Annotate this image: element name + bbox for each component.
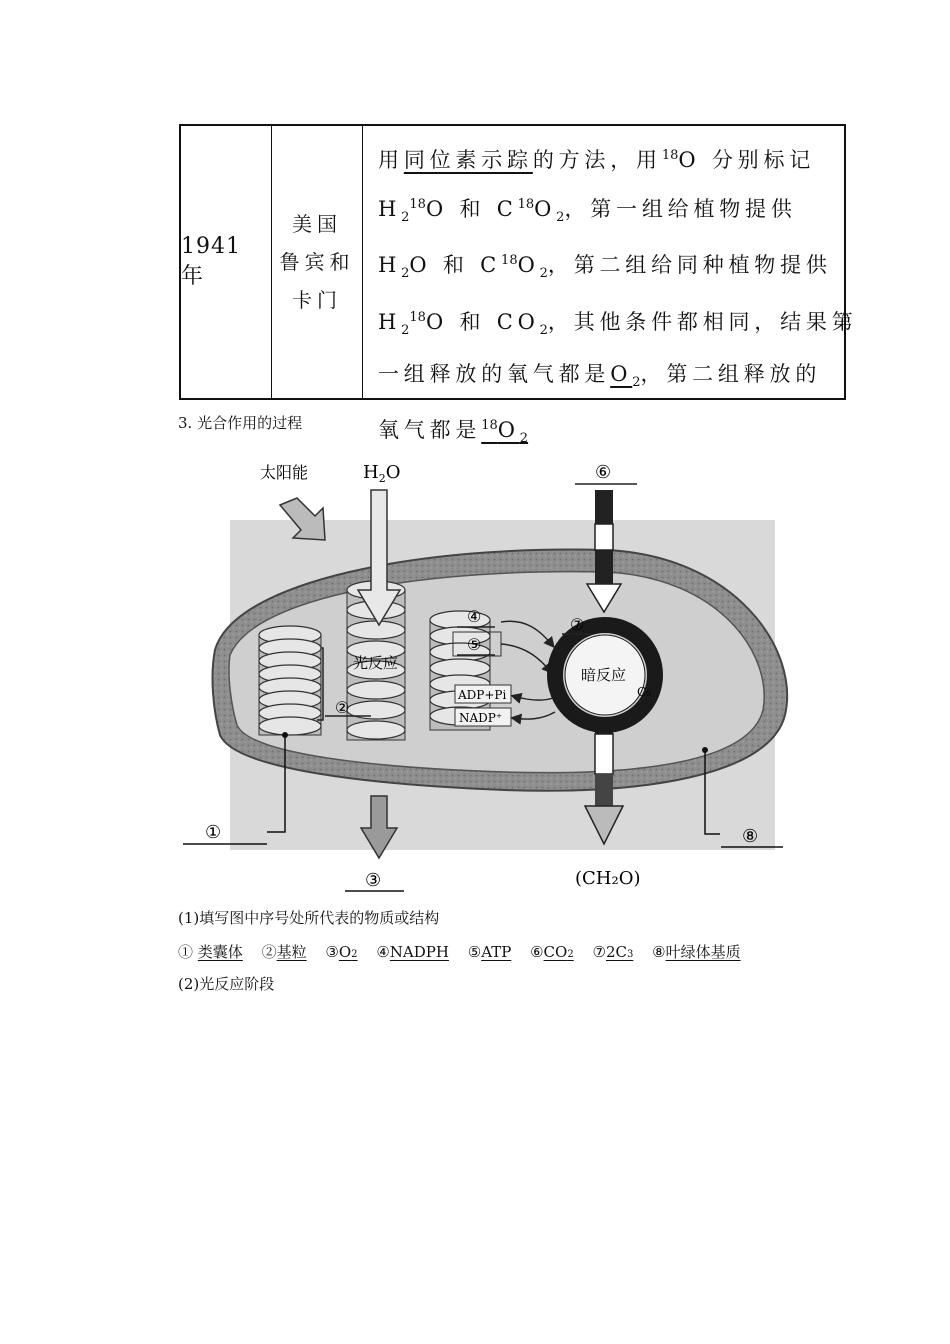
marker-2: ② xyxy=(335,698,350,717)
answer-7: ⑦2C3 xyxy=(592,943,634,961)
answer-1: ① 类囊体 xyxy=(178,943,243,961)
answer-line xyxy=(178,941,741,962)
researcher-line: 美国 xyxy=(292,212,342,236)
marker-7: ⑦ xyxy=(570,615,585,634)
year-text: 1941 年 xyxy=(181,234,241,289)
answer-4: ④NADPH xyxy=(376,943,449,961)
ch2o-label: (CH₂O) xyxy=(575,868,641,889)
description-line-2: $H_2^{18}O$ 和 $C^{18}O_2$，第一组给植物提供 xyxy=(378,196,797,225)
solar-energy-label: 太阳能 xyxy=(260,463,309,482)
blank-answer: 同位素示踪 xyxy=(403,148,533,172)
question-1: (1)填写图中序号处所代表的物质或结构 xyxy=(178,909,440,927)
marker-1: ① xyxy=(205,822,222,843)
section-title: 3. 光合作用的过程 xyxy=(178,414,303,432)
photosynthesis-diagram xyxy=(175,450,815,900)
answer-6: ⑥CO2 xyxy=(530,943,574,961)
researcher-line: 卡门 xyxy=(292,288,342,312)
question-2: (2)光反应阶段 xyxy=(178,975,275,993)
dark-reaction-label: 暗反应 xyxy=(581,666,627,684)
h2o-label: $H_2O$ xyxy=(363,462,401,485)
table-divider xyxy=(362,126,363,398)
grana-left xyxy=(259,626,321,735)
description-cell xyxy=(364,126,858,447)
blank-answer: $^{18}O_2$ xyxy=(481,418,529,447)
researcher-line: 鲁宾和 xyxy=(279,250,355,274)
answer-5: ⑤ATP xyxy=(467,943,512,961)
marker-8: ⑧ xyxy=(742,826,759,847)
answer-2: ②基粒 xyxy=(261,943,307,961)
adp-pi-label: ADP+Pi xyxy=(458,688,507,702)
light-reaction-label: 光反应 xyxy=(353,654,399,672)
year-cell xyxy=(181,126,271,398)
marker-3: ③ xyxy=(365,870,382,891)
answer-8: ⑧叶绿体基质 xyxy=(652,943,741,961)
description-line-6: 氧气都是$^{18}O_2$ xyxy=(378,418,529,447)
blank-answer: $O_2$ xyxy=(610,361,641,390)
nadp-label: NADP⁺ xyxy=(459,711,503,725)
description-line-1: 用同位素示踪的方法，用$^{18}$O 分别标记 xyxy=(378,148,816,172)
researchers-cell xyxy=(272,126,362,398)
description-line-3: $H_2O$ 和 $C^{18}O_2$，第二组给同种植物提供 xyxy=(378,253,832,282)
answer-3: ③O2 xyxy=(325,943,358,961)
description-line-4: $H_2^{18}O$ 和 $CO_2$，其他条件都相同，结果第 xyxy=(378,309,858,339)
marker-5: ⑤ xyxy=(467,635,482,654)
marker-6: ⑥ xyxy=(595,462,612,483)
cycle-stem xyxy=(595,720,613,734)
c5-label: C₅ xyxy=(637,685,651,699)
marker-4: ④ xyxy=(467,607,482,626)
description-line-5: 一组释放的氧气都是$O_2$，第二组释放的 xyxy=(378,361,822,390)
